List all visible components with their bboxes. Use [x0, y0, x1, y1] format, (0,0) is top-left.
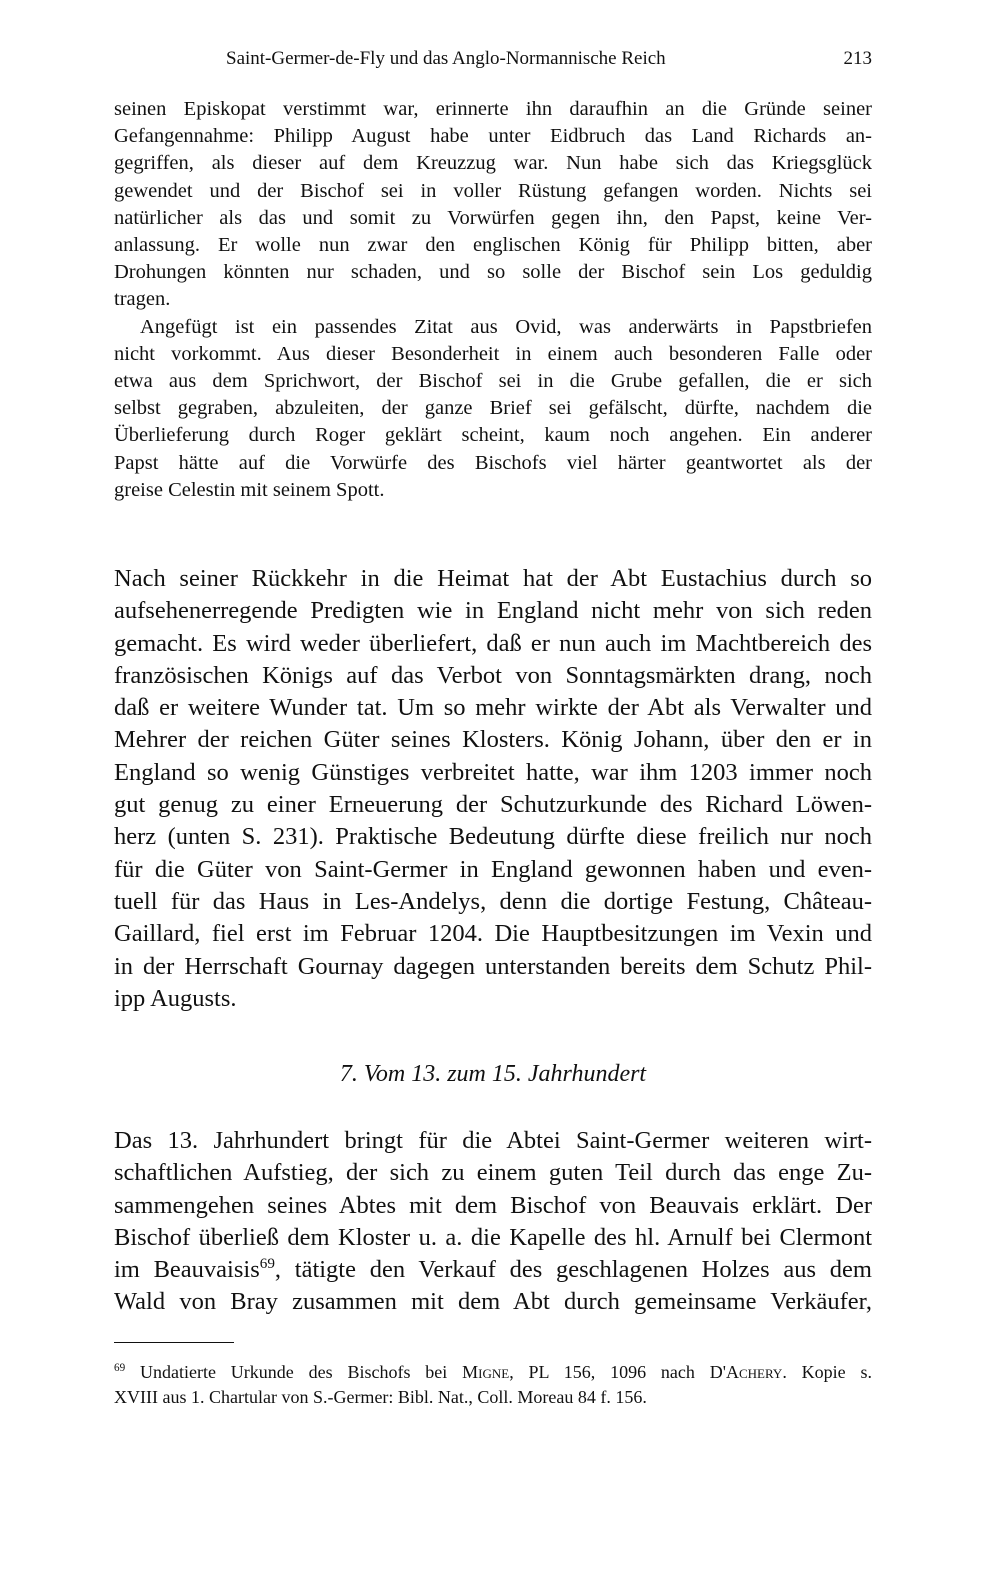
- text-line: ipp Augusts.: [114, 984, 237, 1012]
- text-fragment: , tätigte den Verkauf des geschlagenen Holzes aus dem: [274, 1256, 872, 1284]
- author-name: Migne: [462, 1362, 510, 1382]
- text-line: französischen Königs auf das Verbot von Sonntagsmärkten drang, noch: [114, 661, 872, 689]
- text-line: Gefangennahme: Philipp August habe unter Eidbruch das Land Richards an-: [114, 125, 872, 148]
- text-line: schaftlichen Aufstieg, der sich zu einem guten Teil durch das enge Zu-: [114, 1159, 872, 1187]
- running-title: Saint-Germer-de-Fly und das Anglo-Normannische Reich: [226, 48, 666, 69]
- text-line: gewendet und der Bischof sei in voller Rüstung gefangen worden. Nichts sei: [114, 179, 872, 202]
- text-line: tuell für das Haus in Les-Andelys, denn die dortige Festung, Château-: [114, 887, 872, 915]
- text-fragment: , PL 156, 1096 nach D': [509, 1362, 726, 1382]
- footnote-line: [114, 1360, 872, 1385]
- book-page: [114, 0, 872, 1570]
- text-fragment: Undatierte Urkunde des Bischofs bei: [125, 1362, 463, 1382]
- text-fragment: . Kopie s.: [782, 1362, 872, 1382]
- body-paragraph: [114, 563, 872, 1015]
- text-line: Papst hätte auf die Vorwürfe des Bischofs viel härter geantwortet als der: [114, 451, 872, 474]
- text-line: herz (unten S. 231). Praktische Bedeutung dürfte diese freilich nur noch: [114, 823, 872, 851]
- text-line: gegriffen, als dieser auf dem Kreuzzug war. Nun habe sich das Kriegsglück: [114, 152, 872, 175]
- footnote-reference: 69: [259, 1255, 275, 1273]
- text-line: anlassung. Er wolle nun zwar den englischen König für Philipp bitten, aber: [114, 234, 872, 257]
- text-line: in der Herrschaft Gournay dagegen unterstanden bereits dem Schutz Phil-: [114, 952, 872, 980]
- text-line: daß er weitere Wunder tat. Um so mehr wirkte der Abt als Verwalter und: [114, 694, 872, 722]
- text-line: Überlieferung durch Roger geklärt scheint, kaum noch angehen. Ein anderer: [114, 424, 872, 447]
- text-line: etwa aus dem Sprichwort, der Bischof sei in die Grube gefallen, die er sich: [114, 370, 872, 393]
- text-line: Wald von Bray zusammen mit dem Abt durch gemeinsame Verkäufer,: [114, 1288, 872, 1316]
- quoted-summary-block: [114, 96, 872, 504]
- text-line: seinen Episkopat verstimmt war, erinnerte ihn daraufhin an die Gründe seiner: [114, 98, 872, 120]
- text-line: Drohungen könnten nur schaden, und so solle der Bischof sein Los geduldig: [114, 261, 872, 284]
- text-line: Gaillard, fiel erst im Februar 1204. Die Hauptbesitzungen im Vexin und: [114, 920, 872, 948]
- text-line: England so wenig Günstiges verbreitet hatte, war ihm 1203 immer noch: [114, 758, 872, 786]
- footnotes: [114, 1360, 872, 1410]
- text-line: Bischof überließ dem Kloster u. a. die Kapelle des hl. Arnulf bei Clermont: [114, 1223, 872, 1251]
- footnote-separator: [114, 1342, 234, 1343]
- text-line: greise Celestin mit seinem Spott.: [114, 478, 385, 501]
- text-line: gemacht. Es wird weder überliefert, daß er nun auch im Machtbereich des: [114, 629, 872, 657]
- section-heading: 7. Vom 13. zum 15. Jahrhundert: [339, 1061, 647, 1087]
- text-line: Das 13. Jahrhundert bringt für die Abtei Saint-Germer weiteren wirt-: [114, 1127, 872, 1154]
- body-paragraph: [114, 1125, 872, 1319]
- page-number: 213: [843, 48, 872, 69]
- text-line: nicht vorkommt. Aus dieser Besonderheit in einem auch besonderen Falle oder: [114, 342, 872, 365]
- text-line: aufsehenerregende Predigten wie in England nicht mehr von sich reden: [114, 597, 872, 625]
- text-line: tragen.: [114, 288, 171, 311]
- text-line: gut genug zu einer Erneuerung der Schutzurkunde des Richard Löwen-: [114, 791, 872, 819]
- footnote-marker: 69: [114, 1362, 126, 1374]
- text-line: für die Güter von Saint-Germer in England gewonnen haben und even-: [114, 855, 872, 883]
- text-fragment: im Beauvaisis: [114, 1256, 260, 1284]
- text-line: Mehrer der reichen Güter seines Klosters. König Johann, über den er in: [114, 726, 872, 754]
- author-name: Achery: [725, 1362, 783, 1382]
- text-line: Angefügt ist ein passendes Zitat aus Ovid, was anderwärts in Papstbriefen: [140, 315, 872, 338]
- text-line-with-footnote: [114, 1254, 872, 1286]
- running-head: [114, 44, 872, 74]
- text-line: sammengehen seines Abtes mit dem Bischof von Beauvais erklärt. Der: [114, 1191, 872, 1219]
- text-line: selbst gegraben, abzuleiten, der ganze Brief sei gefälscht, dürfte, nachdem die: [114, 397, 872, 420]
- footnote-line: XVIII aus 1. Chartular von S.-Germer: Bibl. Nat., Coll. Moreau 84 f. 156.: [114, 1387, 647, 1407]
- text-line: Nach seiner Rückkehr in die Heimat hat der Abt Eustachius durch so: [114, 565, 872, 592]
- text-line: natürlicher als das und somit zu Vorwürfen gegen ihn, den Papst, keine Ver-: [114, 206, 872, 229]
